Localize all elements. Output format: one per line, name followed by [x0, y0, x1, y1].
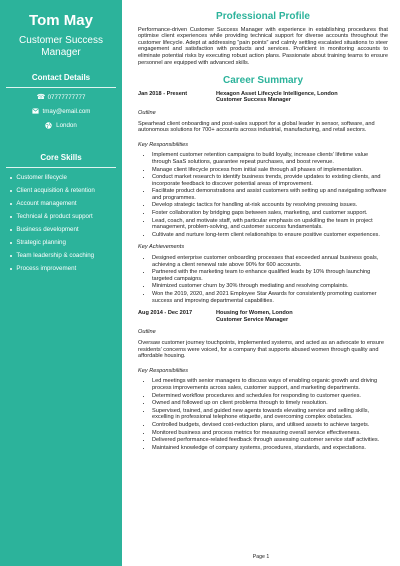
- contact-details: [6, 94, 116, 129]
- bullet-icon: [10, 190, 12, 192]
- list-item: • Controlled budgets, devised cost-reduction plans, and utilised assets to achieve targets.: [152, 422, 388, 429]
- responsibilities-label: Key Responsibilities: [138, 367, 189, 374]
- main-content: [122, 0, 400, 566]
- sidebar: [0, 0, 122, 566]
- job-outline: Oversaw customer journey touchpoints, implemented systems, and acted as an advocate to ensure residents’ concerns were voiced, for a company that supports abused women through quality and affordable housing.: [138, 339, 384, 360]
- profile-text: Performance-driven Customer Success Manager with experience in establishing procedures that optimise client experiences while providing technical support for diverse accounts throughout the customer lifecycle. Adept at addressing “pain points” and calmly settling escalated situations to steer engagement and satisfaction with products and services. Proficient in monitoring accounts to eliminate potential risks by executing robust action plans. Passionate about training teams to ensure personnel are equipped with advanced skills.: [138, 26, 388, 66]
- list-item: • Lead, coach, and motivate staff, with particular emphasis on upskilling the team in project management, problem-solving, and customer success fundamentals.: [152, 218, 388, 231]
- globe-icon: [45, 122, 52, 129]
- skill-label: Technical & product support: [16, 213, 93, 220]
- responsibilities-list: [138, 378, 388, 451]
- candidate-name: Tom May: [29, 12, 93, 29]
- list-item: • Determined workflow procedures and schedules for responding to customer queries.: [152, 393, 388, 400]
- contact-divider: [6, 87, 116, 88]
- contact-email: [6, 108, 116, 115]
- contact-location: [6, 122, 116, 129]
- candidate-role: Customer Success Manager: [19, 35, 103, 58]
- job-outline: Spearhead client onboarding and post-sales support for a global leader in sensor, software, and autonomous solutions for 700+ accounts across industrial, manufacturing, and retail sectors.: [138, 120, 375, 134]
- list-item: • Won the 2019, 2020, and 2021 Employee Star Awards for consistently promoting customer success and improving departmental capabilities.: [152, 291, 388, 304]
- list-item: • Partnered with the marketing team to enhance qualified leads by 10% through launching targeted campaigns.: [152, 269, 388, 282]
- job-header: [138, 310, 388, 323]
- phone-text: 07777777777: [47, 94, 86, 101]
- list-item: • Conduct market research to identify business trends, provide updates to existing clients, and incorporate feedback to discover potential areas of improvement.: [152, 174, 388, 187]
- skill-item: [10, 265, 116, 272]
- list-item: • Facilitate product demonstrations and assist customers with setting up and navigating software and programmes.: [152, 188, 388, 201]
- contact-phone: [6, 94, 116, 101]
- bullet-icon: [10, 255, 12, 257]
- skill-label: Account management: [16, 200, 77, 207]
- list-item: • Designed enterprise customer onboarding processes that exceeded annual business goals, achieving a client renewal rate above 90% for 600 accounts.: [152, 255, 388, 268]
- list-item: • Monitored business and process metrics for measuring overall service effectiveness.: [152, 430, 388, 437]
- location-text: London: [56, 122, 77, 129]
- bullet-icon: [10, 229, 12, 231]
- skill-item: [10, 187, 116, 194]
- bullet-icon: [10, 268, 12, 270]
- skills-divider: [6, 167, 116, 168]
- list-item: • Manage client lifecycle process from initial sale through all phases of implementation.: [152, 167, 388, 174]
- contact-heading: Contact Details: [31, 73, 91, 82]
- list-item: • Supervised, trained, and guided new agents towards elevating service and selling skills, excelling in professional telephone etiquette, and overcoming complex obstacles.: [152, 408, 388, 421]
- phone-icon: ☎: [36, 94, 46, 101]
- bullet-icon: [10, 203, 12, 205]
- skill-item: [10, 213, 116, 220]
- job-employer: [216, 310, 388, 323]
- skill-item: [10, 200, 116, 207]
- job-title: Customer Success Manager: [216, 97, 291, 104]
- skill-item: [10, 174, 116, 181]
- skill-label: Process improvement: [16, 265, 77, 272]
- career-heading: Career Summary: [222, 75, 304, 87]
- skill-item: [10, 226, 116, 233]
- job-dates: Aug 2014 - Dec 2017: [138, 310, 193, 317]
- outline-label: Outline: [138, 329, 156, 336]
- outline-label: Outline: [138, 109, 156, 116]
- skills-heading: Core Skills: [40, 153, 82, 162]
- bullet-icon: [10, 177, 12, 179]
- job-company: Housing for Women, London: [216, 310, 293, 317]
- achievements-list: [138, 255, 388, 304]
- list-item: • Delivered performance-related feedback through assessing customer service staff activities.: [152, 437, 388, 444]
- job-header: [138, 91, 388, 104]
- achievements-label: Key Achievements: [138, 244, 185, 251]
- skill-label: Strategic planning: [16, 239, 66, 246]
- skill-label: Client acquisition & retention: [16, 187, 95, 194]
- skill-label: Team leadership & coaching: [16, 252, 95, 259]
- profile-heading: Professional Profile: [216, 11, 310, 22]
- bullet-icon: [10, 242, 12, 244]
- list-item: • Foster collaboration by bridging gaps between sales, marketing, and customer support.: [152, 210, 388, 217]
- skill-label: Business development: [16, 226, 79, 233]
- job-employer: [216, 91, 388, 104]
- list-item: • Led meetings with senior managers to discuss ways of enabling organic growth and driving process improvements across sales, customer support, and marketing departments.: [152, 378, 388, 391]
- list-item: • Minimized customer churn by 30% through mediating and resolving complaints.: [152, 283, 388, 290]
- job-dates: Jan 2018 - Present: [138, 90, 188, 97]
- responsibilities-label: Key Responsibilities: [138, 141, 189, 148]
- page-number: Page 1: [252, 554, 270, 560]
- list-item: • Maintained knowledge of company systems, procedures, standards, and expectations.: [152, 445, 388, 452]
- responsibilities-list: [138, 152, 388, 238]
- skills-list: [6, 174, 116, 272]
- job-company: Hexagon Asset Lifecycle Intelligence, London: [216, 90, 338, 97]
- list-item: • Develop strategic tactics for handling at-risk accounts by resolving pressing issues.: [152, 202, 388, 209]
- job-title: Customer Service Manager: [216, 316, 289, 323]
- list-item: • Cultivate and nurture long-term client relationships to ensure positive customer experiences.: [152, 232, 388, 239]
- skill-item: [10, 252, 116, 259]
- list-item: • Owned and followed up on client problems through to timely resolution.: [152, 400, 388, 407]
- envelope-icon: [32, 108, 39, 115]
- skill-item: [10, 239, 116, 246]
- skill-label: Customer lifecycle: [16, 174, 67, 181]
- bullet-icon: [10, 216, 12, 218]
- email-text: tmay@email.com: [42, 108, 91, 115]
- list-item: • Implement customer retention campaigns to build loyalty, increase clients’ lifetime value through SaaS solutions, guarantee repeat purchases, and boost revenue.: [152, 152, 388, 165]
